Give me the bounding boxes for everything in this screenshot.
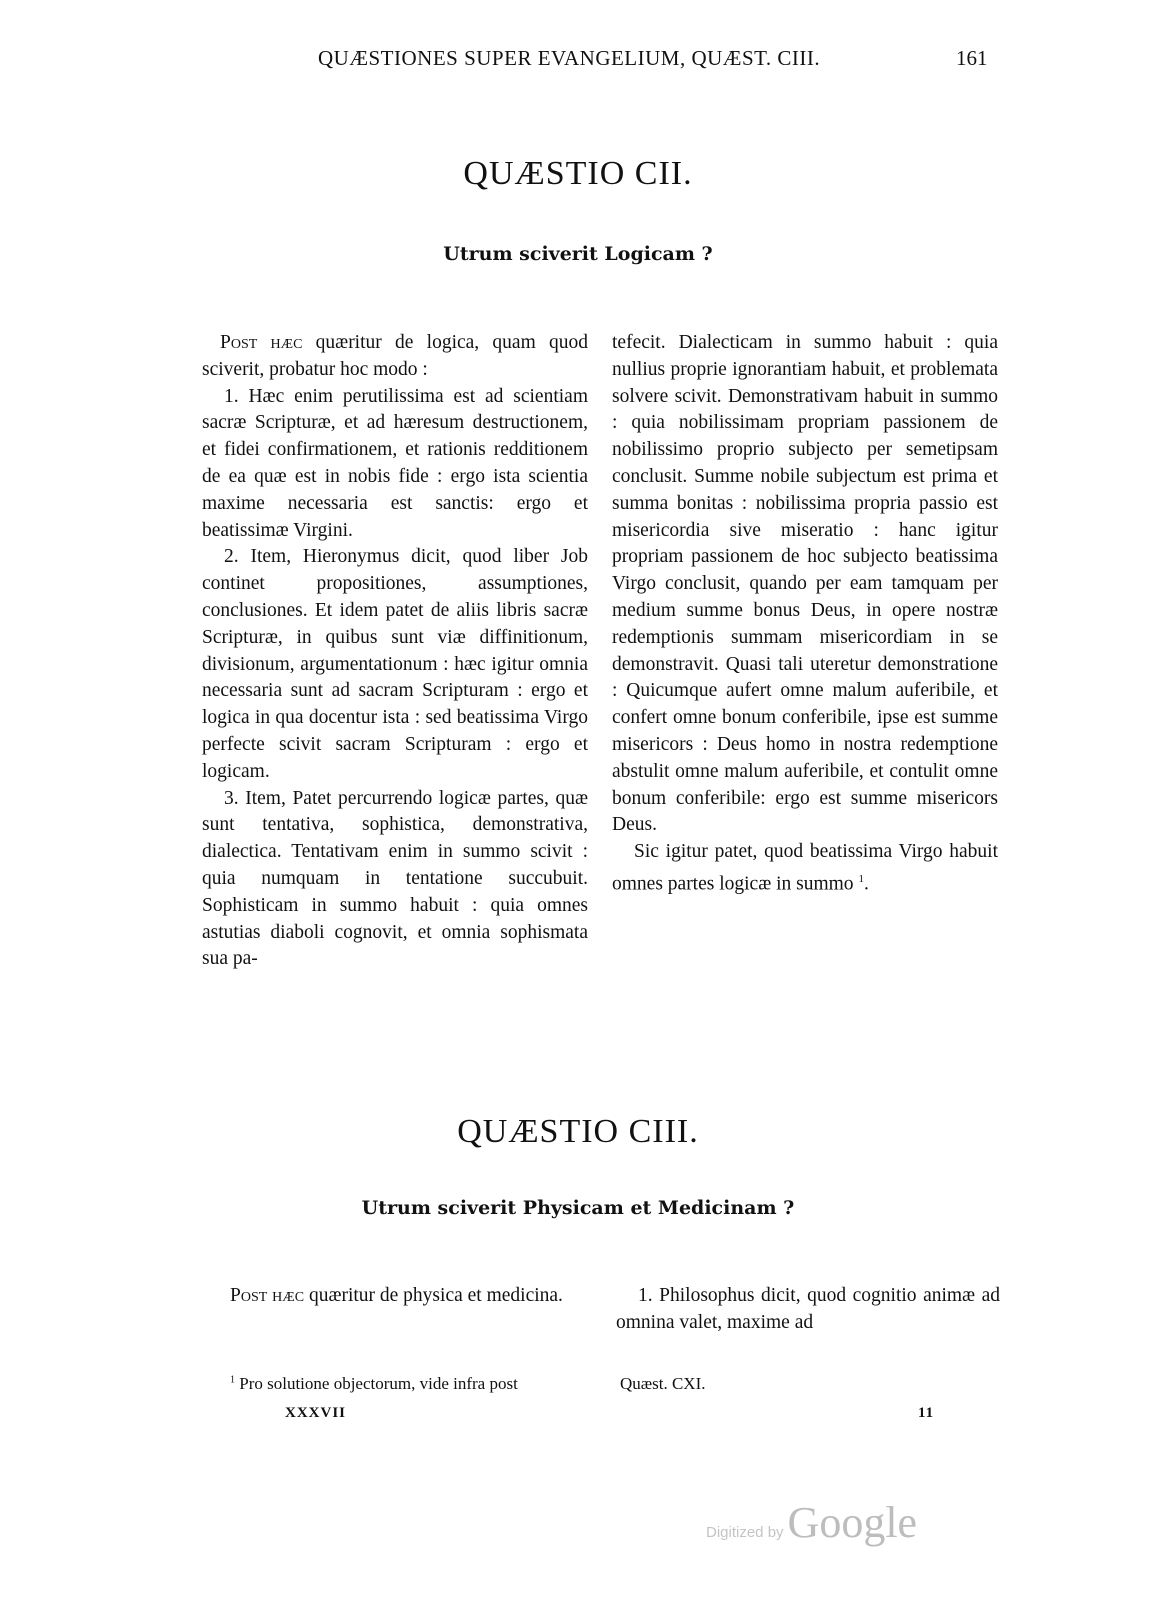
paragraph: 1. Philosophus dicit, quod cognitio animæ ad omnina valet, maxime ad — [616, 1285, 1000, 1333]
paragraph — [192, 1283, 588, 1310]
question-102-left-column — [202, 330, 588, 973]
footnote-text: Pro solutione objectorum, vide infra post — [239, 1374, 518, 1393]
paragraph-text: Sic igitur patet, quod beatissima Virgo habuit omnes partes logicæ in summo — [612, 841, 998, 895]
question-102-title: QUÆSTIO CII. — [463, 155, 693, 192]
signature-mark-left: XXXVII — [285, 1405, 347, 1421]
paragraph-text: quæritur de logica, quam quod sciverit, probatur hoc modo : — [202, 332, 588, 380]
google-watermark — [706, 1497, 917, 1548]
footnote-marker: 1 — [230, 1374, 235, 1386]
question-103-title: QUÆSTIO CIII. — [457, 1113, 699, 1150]
paragraph-end: . — [863, 873, 869, 895]
question-102-subtitle: Utrum sciverit Logicam ? — [443, 243, 713, 265]
google-logo: Google — [787, 1498, 918, 1547]
opening-words: Post hæc — [220, 332, 303, 353]
opening-words: Post hæc — [230, 1285, 305, 1306]
paragraph: 3. Item, Patet percurrendo logicæ partes, quæ sunt tentativa, sophistica, demonstrativa, dialectica. Tentativam enim in summo scivit : quia numquam in tentatione succubuit. Sophisticam in summo habuit : quia omnes astutias diaboli cognovit, et omnia sophismata sua pa- — [202, 787, 588, 970]
question-103-subtitle: Utrum sciverit Physicam et Medicinam ? — [361, 1197, 795, 1219]
paragraph: 1. Hæc enim perutilissima est ad scientiam sacræ Scripturæ, et ad hæresum destructionem, et fidei confirmationem, et rationis redditionem de ea quæ est in nobis fide : ergo ista scientia maxime necessaria est sanctis: ergo et beatissimæ Virgini. — [202, 385, 588, 541]
paragraph-text: quæritur de physica et medicina. — [304, 1285, 563, 1306]
signature-mark-right: 11 — [918, 1405, 935, 1421]
paragraph: tefecit. Dialecticam in summo habuit : quia nullius proprie ignorantiam habuit, et problemata solvere scivit. Demonstrativam habuit in summo : quia nobilissimam propriam passionem de nobilissimo proprio subjecto per semetipsam conclusit. Summe nobile subjectum est prima et summa bonitas : nobilissima propria passio est misericordia sive miseratio : hanc igitur propriam passionem de hoc subjecto beatissima Virgo conclusit, quando per eam tamquam per medium summe bonus Deus, in opere nostræ redemptionis summam misericordiam in se demonstravit. Quasi tali uteretur demonstratione : Quicumque aufert omne malum auferibile, et confert omne bonum conferibile, ipse est summe misericors : Deus homo in nostra redemptione abstulit omne malum auferibile, et contulit omne bonum conferibile: ergo est summe misericors Deus. — [612, 332, 998, 836]
question-103-right-column — [616, 1283, 1000, 1337]
footnote-left — [230, 1374, 518, 1394]
watermark-prefix: Digitized by — [706, 1524, 784, 1541]
question-102-right-column — [612, 330, 998, 898]
footnote-reference: 1 — [858, 872, 864, 885]
paragraph: 2. Item, Hieronymus dicit, quod liber Job continet propositiones, assumptiones, conclusiones. Et idem patet de aliis libris sacræ Scripturæ, in quibus sunt viæ diffinitionum, divisionum, argumentationum : hæc igitur omnia necessaria sunt ad sacram Scripturam : ergo et logica in qua docentur ista : sed beatissima Virgo perfecte scivit sacram Scripturam : ergo et logicam. — [202, 546, 588, 782]
paragraph — [202, 330, 588, 384]
paragraph — [612, 839, 998, 898]
running-head: QUÆSTIONES SUPER EVANGELIUM, QUÆST. CIII. — [318, 46, 821, 70]
page-number: 161 — [956, 46, 988, 70]
question-103-left-column — [192, 1283, 588, 1310]
footnote-right: Quæst. CXI. — [620, 1374, 706, 1393]
